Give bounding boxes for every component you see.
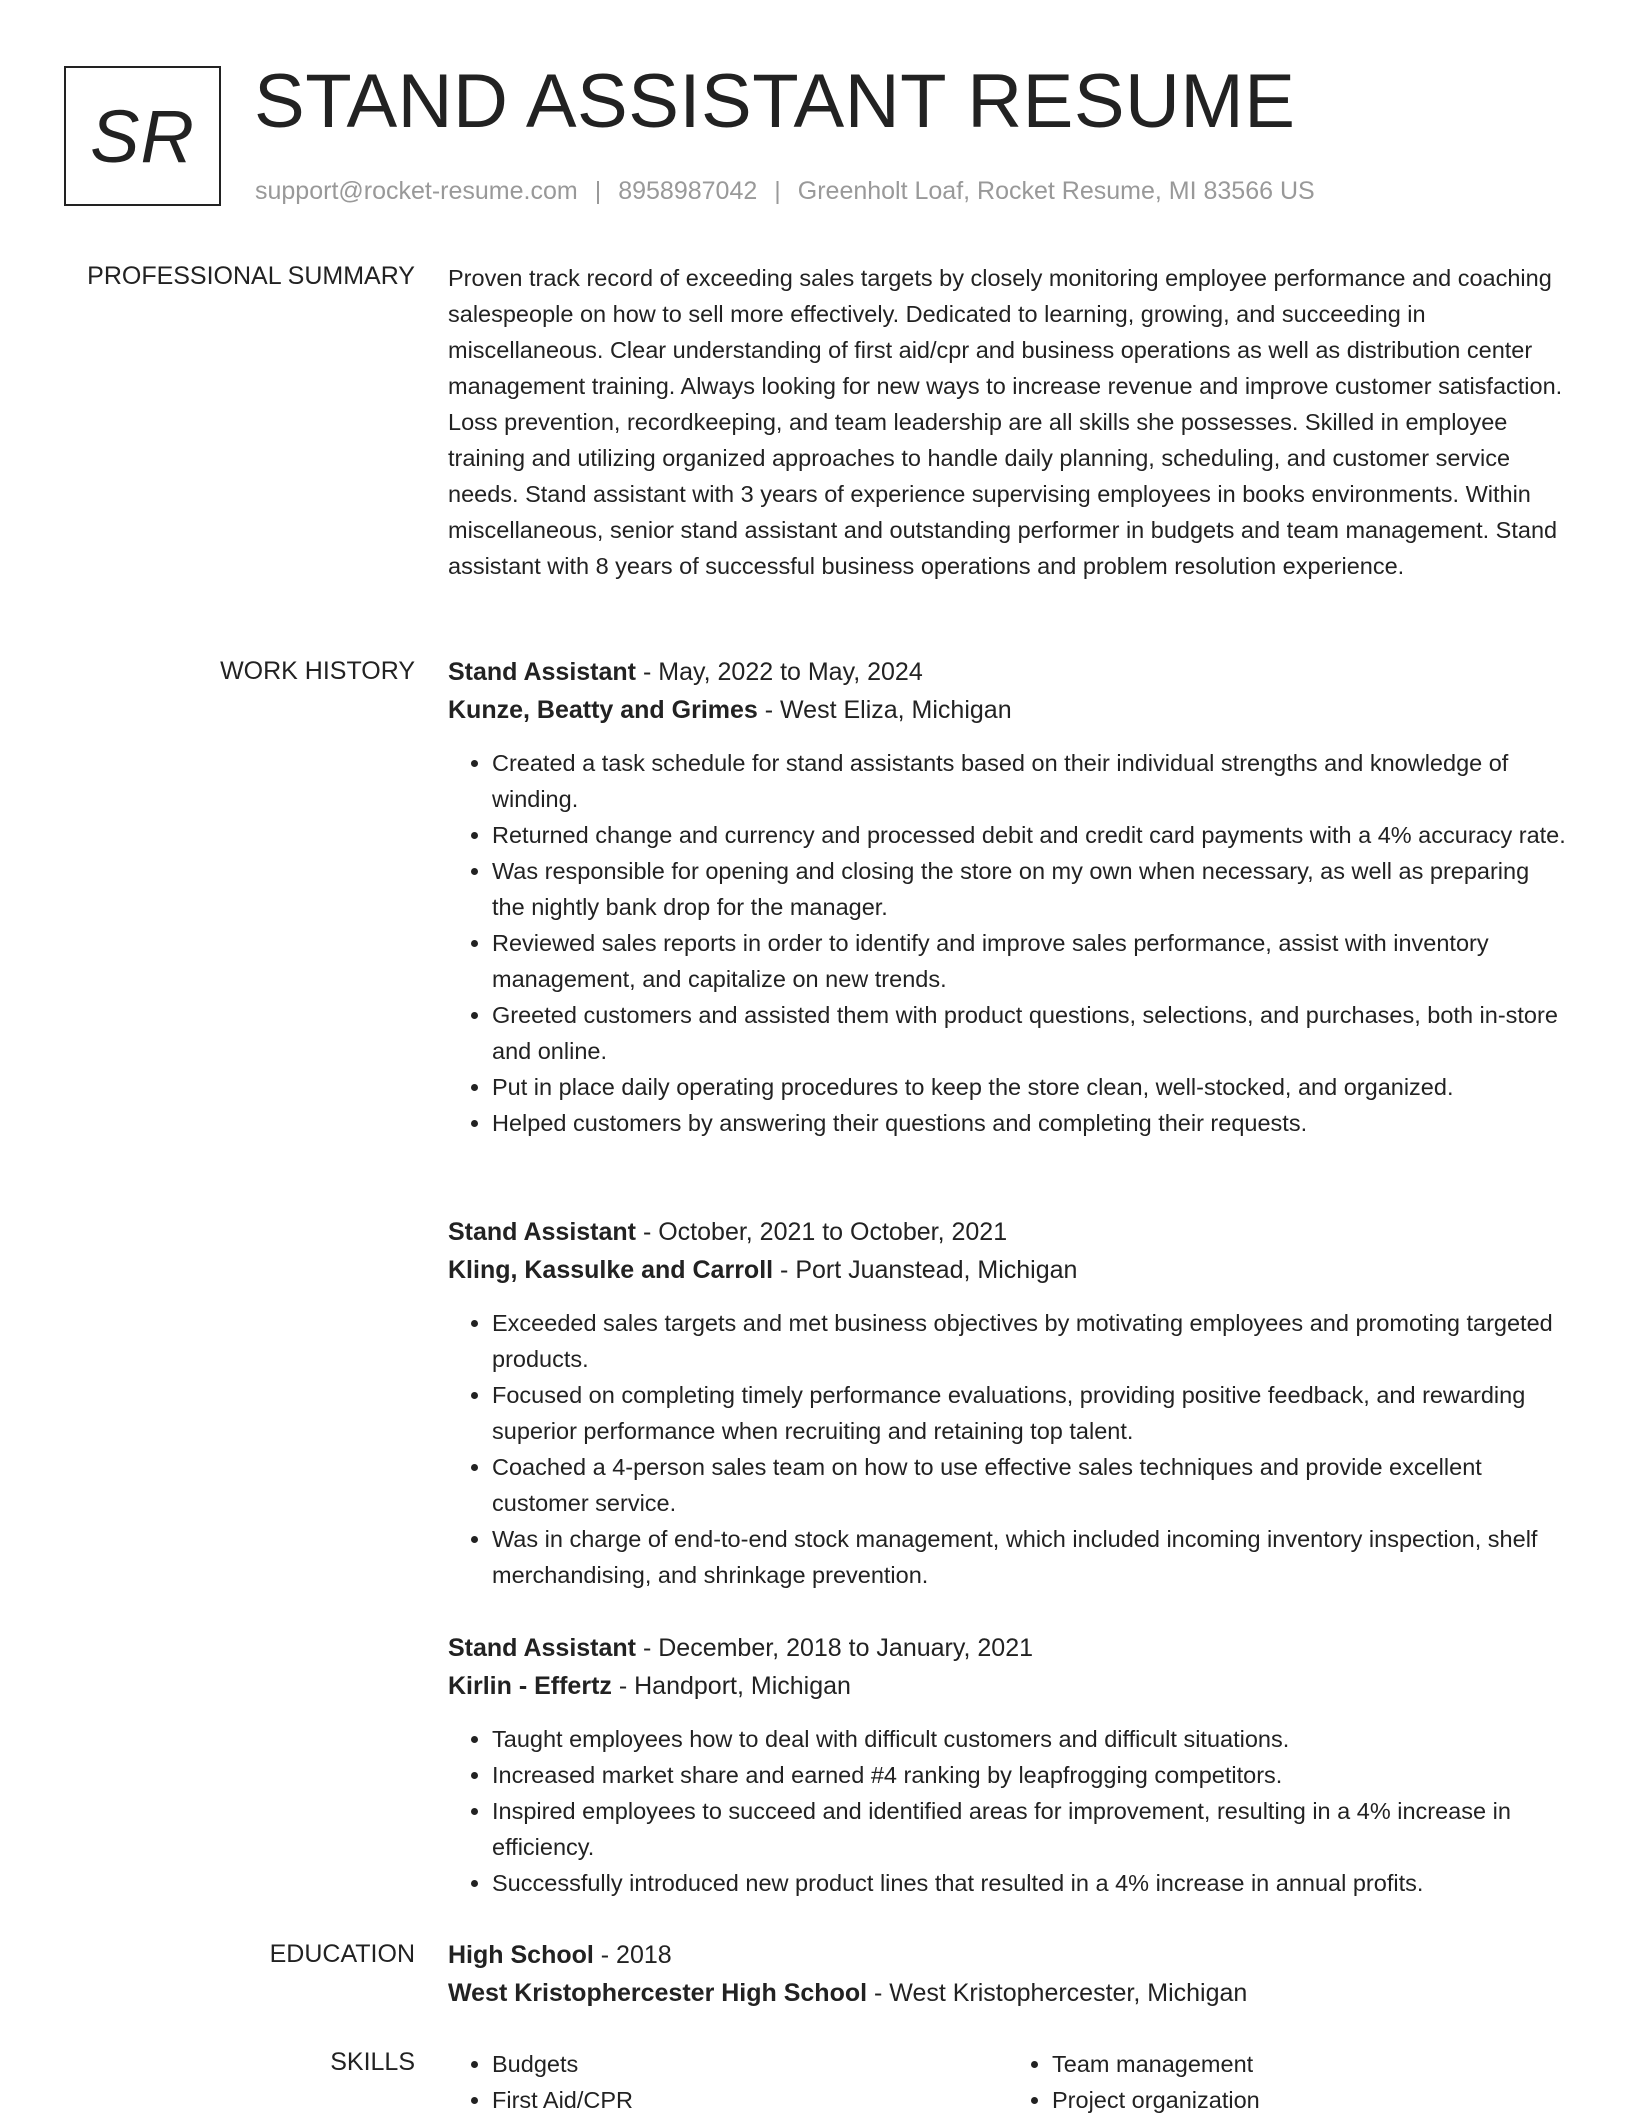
summary-section-label: PROFESSIONAL SUMMARY	[87, 262, 415, 290]
skill-item: • First Aid/CPR	[492, 2082, 1008, 2118]
job-bullet: • Inspired employees to succeed and identified areas for improvement, resulting in a 4% increase in efficiency.	[492, 1793, 1568, 1865]
job-company-line	[448, 691, 1568, 729]
job-bullet: • Helped customers by answering their questions and completing their requests.	[492, 1105, 1568, 1141]
job-title: Stand Assistant	[448, 1634, 637, 1662]
skills-section-label: SKILLS	[330, 2048, 415, 2076]
work-history-section-label: WORK HISTORY	[220, 657, 415, 685]
job-bullet: • Increased market share and earned #4 ranking by leapfrogging competitors.	[492, 1757, 1568, 1793]
education-school-line	[448, 1974, 1568, 2012]
job-bullet: • Was in charge of end-to-end stock management, which included incoming inventory inspection, shelf merchandising, and shrinkage prevention.	[492, 1521, 1568, 1593]
contact-phone: 8958987042	[618, 177, 758, 205]
education-location: - West Kristophercester, Michigan	[874, 1979, 1248, 2007]
job-location: - Port Juanstead, Michigan	[780, 1256, 1078, 1284]
job-location: - West Eliza, Michigan	[764, 696, 1012, 724]
summary-section	[448, 260, 1568, 584]
job-bullet: • Taught employees how to deal with difficult customers and difficult situations.	[492, 1721, 1568, 1757]
job-title-line	[448, 1629, 1568, 1667]
job-bullet: • Focused on completing timely performance evaluations, providing positive feedback, and rewarding superior performance when recruiting and retaining top talent.	[492, 1377, 1568, 1449]
job-company-line	[448, 1667, 1568, 1705]
education-degree: High School	[448, 1941, 594, 1969]
job-bullets	[448, 1721, 1568, 1901]
job-bullet: • Greeted customers and assisted them with product questions, selections, and purchases, both in-store and online.	[492, 997, 1568, 1069]
skill-item: • Budgets	[492, 2046, 1008, 2082]
education-section-label: EDUCATION	[269, 1940, 415, 1968]
job-company: Kirlin - Effertz	[448, 1672, 612, 1700]
job-entry	[448, 653, 1568, 1141]
contact-email: support@rocket-resume.com	[255, 177, 578, 205]
skills-list	[448, 2046, 1568, 2118]
job-bullet: • Successfully introduced new product lines that resulted in a 4% increase in annual profits.	[492, 1865, 1568, 1901]
job-dates: - October, 2021 to October, 2021	[642, 1218, 1008, 1246]
job-dates: - May, 2022 to May, 2024	[642, 658, 923, 686]
resume-title: STAND ASSISTANT RESUME	[254, 59, 1296, 144]
job-bullet: • Created a task schedule for stand assistants based on their individual strengths and knowledge of winding.	[492, 745, 1568, 817]
job-location: - Handport, Michigan	[618, 1672, 851, 1700]
education-degree-line	[448, 1936, 1568, 1974]
job-bullet: • Exceeded sales targets and met business objectives by motivating employees and promoting targeted products.	[492, 1305, 1568, 1377]
job-bullet: • Was responsible for opening and closing the store on my own when necessary, as well as preparing the nightly bank drop for the manager.	[492, 853, 1568, 925]
job-title: Stand Assistant	[448, 1218, 637, 1246]
skills-column-right	[1008, 2046, 1568, 2118]
job-bullet: • Reviewed sales reports in order to identify and improve sales performance, assist with inventory management, and capitalize on new trends.	[492, 925, 1568, 997]
job-entry	[448, 1213, 1568, 1593]
contact-separator: |	[774, 177, 781, 205]
education-school: West Kristophercester High School	[448, 1979, 868, 2007]
job-title-line	[448, 653, 1568, 691]
job-title: Stand Assistant	[448, 658, 637, 686]
job-bullets	[448, 745, 1568, 1141]
initials-monogram: SR	[64, 66, 221, 206]
skill-item: • Team management	[1052, 2046, 1568, 2082]
contact-address: Greenholt Loaf, Rocket Resume, MI 83566 US	[797, 177, 1315, 205]
job-bullet: • Returned change and currency and processed debit and credit card payments with a 4% accuracy rate.	[492, 817, 1568, 853]
contact-line	[255, 175, 1315, 207]
job-bullets	[448, 1305, 1568, 1593]
job-bullet: • Put in place daily operating procedures to keep the store clean, well-stocked, and organized.	[492, 1069, 1568, 1105]
job-company-line	[448, 1251, 1568, 1289]
summary-text: Proven track record of exceeding sales targets by closely monitoring employee performance and coaching salespeople on how to sell more effectively. Dedicated to learning, growing, and succeeding in miscellaneous. Clear understanding of first aid/cpr and business operations as well as distribution center management training. Always looking for new ways to increase revenue and improve customer satisfaction. Loss prevention, recordkeeping, and team leadership are all skills she possesses. Skilled in employee training and utilizing organized approaches to handle daily planning, scheduling, and customer service needs. Stand assistant with 3 years of experience supervising employees in books environments. Within miscellaneous, senior stand assistant and outstanding performer in budgets and team management. Stand assistant with 8 years of successful business operations and problem resolution experience.	[448, 265, 1563, 579]
job-company: Kunze, Beatty and Grimes	[448, 696, 758, 724]
contact-separator: |	[594, 177, 602, 205]
job-title-line	[448, 1213, 1568, 1251]
job-dates: - December, 2018 to January, 2021	[642, 1634, 1034, 1662]
skills-column-left	[448, 2046, 1008, 2118]
job-entry	[448, 1629, 1568, 1901]
education-entry	[448, 1936, 1568, 2012]
skill-item: • Project organization	[1052, 2082, 1568, 2118]
education-year: - 2018	[600, 1941, 672, 1969]
job-bullet: • Coached a 4-person sales team on how to use effective sales techniques and provide excellent customer service.	[492, 1449, 1568, 1521]
job-company: Kling, Kassulke and Carroll	[448, 1256, 774, 1284]
